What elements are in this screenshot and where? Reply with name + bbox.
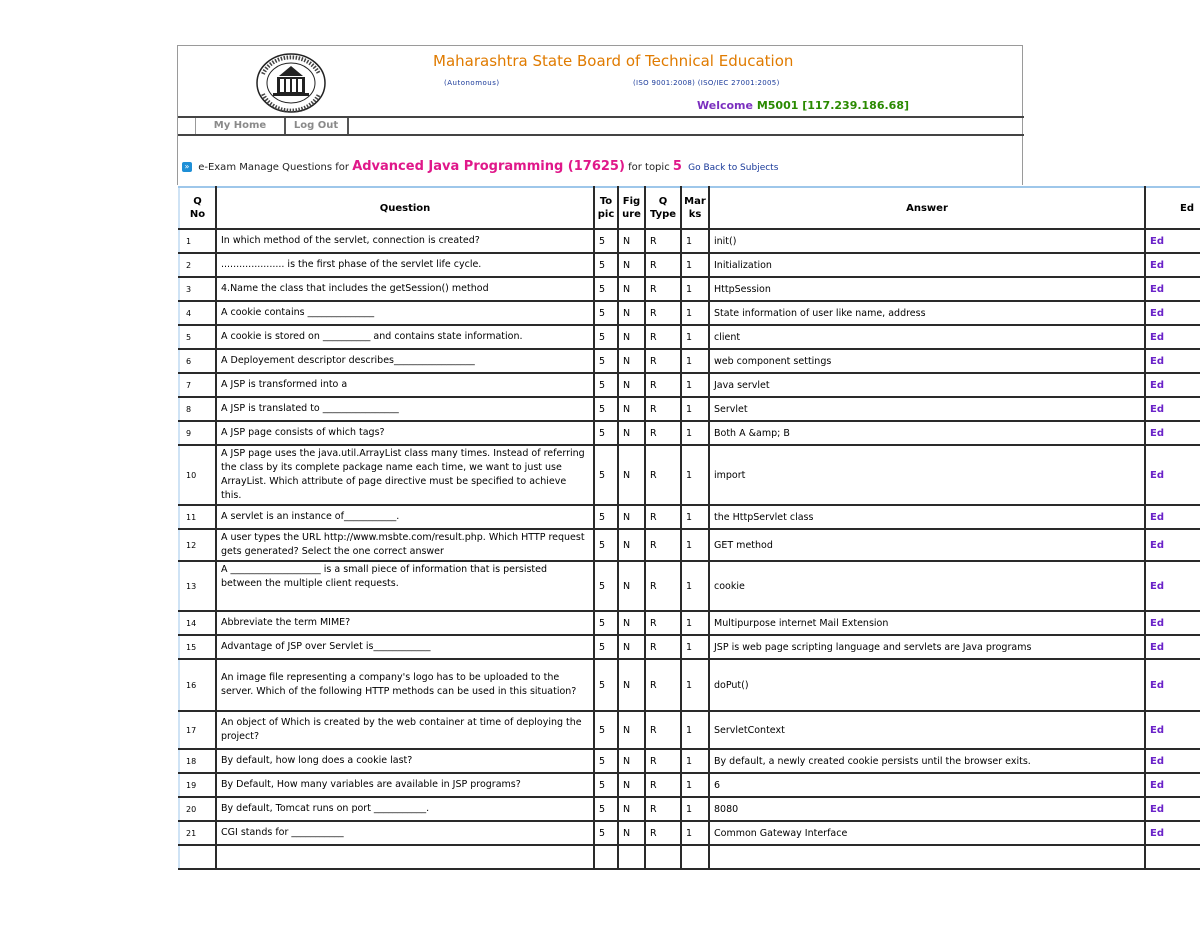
- marks-cell: 1: [681, 277, 709, 301]
- figure-cell: N: [618, 821, 645, 845]
- table-row: [179, 301, 1200, 325]
- figure-cell: N: [618, 711, 645, 749]
- log-out-button[interactable]: Log Out: [285, 118, 349, 134]
- question-cell: A cookie contains ______________: [216, 301, 594, 325]
- qno-cell: 19: [179, 773, 216, 797]
- topic-cell: 5: [594, 325, 618, 349]
- question-cell: A JSP is transformed into a: [216, 373, 594, 397]
- qtype-cell: R: [645, 773, 681, 797]
- header-line: Question: [379, 202, 431, 214]
- table-row: [179, 659, 1200, 711]
- edit-link[interactable]: Ed: [1145, 529, 1200, 561]
- answer-cell: 6: [709, 773, 1145, 797]
- col-edit-header: [1145, 187, 1200, 229]
- answer-cell: doPut(): [709, 659, 1145, 711]
- empty-cell: [681, 845, 709, 869]
- empty-cell: [1145, 845, 1200, 869]
- edit-link[interactable]: Ed: [1145, 749, 1200, 773]
- marks-cell: 1: [681, 445, 709, 505]
- question-cell: 4.Name the class that includes the getSession() method: [216, 277, 594, 301]
- question-cell: A JSP page consists of which tags?: [216, 421, 594, 445]
- marks-cell: 1: [681, 561, 709, 611]
- topic-cell: 5: [594, 229, 618, 253]
- marks-cell: 1: [681, 229, 709, 253]
- edit-link[interactable]: Ed: [1145, 253, 1200, 277]
- qno-cell: 20: [179, 797, 216, 821]
- qtype-cell: R: [645, 711, 681, 749]
- qtype-cell: R: [645, 397, 681, 421]
- qtype-cell: R: [645, 325, 681, 349]
- header-line: Q: [193, 196, 202, 207]
- topic-cell: 5: [594, 749, 618, 773]
- qno-cell: 3: [179, 277, 216, 301]
- marks-cell: 1: [681, 711, 709, 749]
- go-back-link[interactable]: Go Back to Subjects: [688, 163, 779, 173]
- table-body: [179, 229, 1200, 869]
- empty-cell: [594, 845, 618, 869]
- answer-cell: web component settings: [709, 349, 1145, 373]
- col-topic-header: [594, 187, 618, 229]
- qno-cell: 8: [179, 397, 216, 421]
- topic-number: 5: [672, 159, 682, 174]
- qtype-cell: R: [645, 349, 681, 373]
- welcome-user: M5001 [117.239.186.68]: [756, 99, 910, 112]
- header-line: pic: [597, 209, 615, 220]
- marks-cell: 1: [681, 325, 709, 349]
- edit-link[interactable]: Ed: [1145, 505, 1200, 529]
- welcome-text: [697, 99, 909, 112]
- table-row: [179, 373, 1200, 397]
- iso-label: (ISO 9001:2008) (ISO/IEC 27001:2005): [633, 79, 780, 87]
- topic-cell: 5: [594, 821, 618, 845]
- topic-cell: 5: [594, 301, 618, 325]
- figure-cell: N: [618, 749, 645, 773]
- table-row: [179, 529, 1200, 561]
- qno-cell: 6: [179, 349, 216, 373]
- qtype-cell: R: [645, 229, 681, 253]
- table-row: [179, 611, 1200, 635]
- figure-cell: N: [618, 561, 645, 611]
- figure-cell: N: [618, 397, 645, 421]
- header-line: ks: [688, 209, 702, 220]
- marks-cell: 1: [681, 797, 709, 821]
- figure-cell: N: [618, 373, 645, 397]
- arrow-icon: »: [182, 162, 192, 172]
- qtype-cell: R: [645, 253, 681, 277]
- topic-cell: 5: [594, 277, 618, 301]
- answer-cell: Java servlet: [709, 373, 1145, 397]
- empty-cell: [709, 845, 1145, 869]
- col-qtype-header: [645, 187, 681, 229]
- qno-cell: 12: [179, 529, 216, 561]
- figure-cell: N: [618, 229, 645, 253]
- question-cell: By default, Tomcat runs on port ___________.: [216, 797, 594, 821]
- question-cell: A JSP page uses the java.util.ArrayList class many times. Instead of referring the class by its complete package name each time, we want to just use ArrayList. Which attribute of page directive must be specified to achieve this.: [216, 445, 594, 505]
- qno-cell: 17: [179, 711, 216, 749]
- table-row: [179, 797, 1200, 821]
- edit-link[interactable]: Ed: [1145, 349, 1200, 373]
- topic-cell: 5: [594, 397, 618, 421]
- table-row: [179, 421, 1200, 445]
- marks-cell: 1: [681, 659, 709, 711]
- answer-cell: Initialization: [709, 253, 1145, 277]
- question-cell: A servlet is an instance of___________.: [216, 505, 594, 529]
- header-line: To: [599, 196, 613, 207]
- answer-cell: Both A &amp; B: [709, 421, 1145, 445]
- topic-cell: 5: [594, 349, 618, 373]
- qtype-cell: R: [645, 445, 681, 505]
- col-marks-header: [681, 187, 709, 229]
- edit-link[interactable]: Ed: [1145, 821, 1200, 845]
- marks-cell: 1: [681, 635, 709, 659]
- header-line: No: [189, 209, 206, 220]
- topic-cell: 5: [594, 611, 618, 635]
- table-row: [179, 635, 1200, 659]
- header-line: Fig: [622, 196, 641, 207]
- subject-name: Advanced Java Programming (17625): [352, 159, 625, 174]
- answer-cell: Servlet: [709, 397, 1145, 421]
- edit-link[interactable]: Ed: [1145, 301, 1200, 325]
- qno-cell: 2: [179, 253, 216, 277]
- qtype-cell: R: [645, 529, 681, 561]
- qno-cell: 7: [179, 373, 216, 397]
- edit-link[interactable]: Ed: [1145, 445, 1200, 505]
- table-row: [179, 253, 1200, 277]
- qno-cell: 4: [179, 301, 216, 325]
- header-line: Mar: [684, 196, 706, 207]
- figure-cell: N: [618, 529, 645, 561]
- question-cell: An image file representing a company's logo has to be uploaded to the server. Which of the following HTTP methods can be used in this situation?: [216, 659, 594, 711]
- empty-cell: [645, 845, 681, 869]
- question-cell: A cookie is stored on __________ and contains state information.: [216, 325, 594, 349]
- table-row: [179, 325, 1200, 349]
- question-cell: By default, how long does a cookie last?: [216, 749, 594, 773]
- question-cell: ..................... is the first phase of the servlet life cycle.: [216, 253, 594, 277]
- answer-cell: the HttpServlet class: [709, 505, 1145, 529]
- question-cell: By Default, How many variables are available in JSP programs?: [216, 773, 594, 797]
- topic-cell: 5: [594, 373, 618, 397]
- qtype-cell: R: [645, 611, 681, 635]
- qtype-cell: R: [645, 505, 681, 529]
- questions-table: [178, 186, 1200, 870]
- figure-cell: N: [618, 301, 645, 325]
- marks-cell: 1: [681, 821, 709, 845]
- qtype-cell: R: [645, 749, 681, 773]
- qtype-cell: R: [645, 561, 681, 611]
- col-qno-header: [179, 187, 216, 229]
- marks-cell: 1: [681, 529, 709, 561]
- edit-link[interactable]: Ed: [1145, 277, 1200, 301]
- board-title: Maharashtra State Board of Technical Education: [433, 52, 794, 70]
- edit-link[interactable]: Ed: [1145, 773, 1200, 797]
- marks-cell: 1: [681, 421, 709, 445]
- qno-cell: 11: [179, 505, 216, 529]
- subline-prefix: e-Exam Manage Questions for: [198, 162, 349, 173]
- edit-link[interactable]: Ed: [1145, 229, 1200, 253]
- figure-cell: N: [618, 277, 645, 301]
- empty-cell: [618, 845, 645, 869]
- figure-cell: N: [618, 635, 645, 659]
- table-row: [179, 773, 1200, 797]
- topic-cell: 5: [594, 505, 618, 529]
- qno-cell: 1: [179, 229, 216, 253]
- edit-link[interactable]: Ed: [1145, 561, 1200, 611]
- marks-cell: 1: [681, 397, 709, 421]
- figure-cell: N: [618, 797, 645, 821]
- topic-cell: 5: [594, 445, 618, 505]
- question-cell: In which method of the servlet, connection is created?: [216, 229, 594, 253]
- msbte-logo: [255, 52, 327, 114]
- for-topic-label: for topic: [628, 162, 670, 173]
- qno-cell: 16: [179, 659, 216, 711]
- topic-cell: 5: [594, 773, 618, 797]
- marks-cell: 1: [681, 611, 709, 635]
- figure-cell: N: [618, 505, 645, 529]
- qtype-cell: R: [645, 301, 681, 325]
- qno-cell: 21: [179, 821, 216, 845]
- edit-link[interactable]: Ed: [1145, 325, 1200, 349]
- header-line: Answer: [906, 202, 948, 214]
- empty-cell: [179, 845, 216, 869]
- figure-cell: N: [618, 421, 645, 445]
- qtype-cell: R: [645, 635, 681, 659]
- menu-bar: [178, 116, 1024, 136]
- answer-cell: 8080: [709, 797, 1145, 821]
- manage-questions-line: [182, 159, 778, 174]
- question-cell: A ___________________ is a small piece of information that is persisted between the multiple client requests.: [216, 561, 594, 611]
- header-line: Ed: [1180, 202, 1194, 214]
- table-row: [179, 277, 1200, 301]
- answer-cell: By default, a newly created cookie persists until the browser exits.: [709, 749, 1145, 773]
- topic-cell: 5: [594, 421, 618, 445]
- table-row: [179, 561, 1200, 611]
- col-figure-header: [618, 187, 645, 229]
- qtype-cell: R: [645, 821, 681, 845]
- topic-cell: 5: [594, 561, 618, 611]
- qtype-cell: R: [645, 277, 681, 301]
- answer-cell: GET method: [709, 529, 1145, 561]
- answer-cell: Common Gateway Interface: [709, 821, 1145, 845]
- marks-cell: 1: [681, 505, 709, 529]
- answer-cell: client: [709, 325, 1145, 349]
- questions-table-wrap: [178, 186, 1200, 927]
- answer-cell: Multipurpose internet Mail Extension: [709, 611, 1145, 635]
- table-row: [179, 845, 1200, 869]
- question-cell: A JSP is translated to ________________: [216, 397, 594, 421]
- edit-link[interactable]: Ed: [1145, 659, 1200, 711]
- edit-link[interactable]: Ed: [1145, 611, 1200, 635]
- qno-cell: 9: [179, 421, 216, 445]
- topic-cell: 5: [594, 253, 618, 277]
- edit-link[interactable]: Ed: [1145, 711, 1200, 749]
- table-row: [179, 445, 1200, 505]
- figure-cell: N: [618, 349, 645, 373]
- marks-cell: 1: [681, 349, 709, 373]
- figure-cell: N: [618, 773, 645, 797]
- topic-cell: 5: [594, 529, 618, 561]
- marks-cell: 1: [681, 773, 709, 797]
- qno-cell: 14: [179, 611, 216, 635]
- question-cell: An object of Which is created by the web container at time of deploying the project?: [216, 711, 594, 749]
- qno-cell: 13: [179, 561, 216, 611]
- answer-cell: ServletContext: [709, 711, 1145, 749]
- topic-cell: 5: [594, 797, 618, 821]
- answer-cell: State information of user like name, address: [709, 301, 1145, 325]
- header-line: ure: [622, 209, 641, 220]
- welcome-prefix: Welcome: [697, 99, 753, 112]
- header-line: Type: [649, 209, 677, 220]
- answer-cell: cookie: [709, 561, 1145, 611]
- answer-cell: init(): [709, 229, 1145, 253]
- answer-cell: import: [709, 445, 1145, 505]
- question-cell: A user types the URL http://www.msbte.com/result.php. Which HTTP request gets generated? Select the one correct answer: [216, 529, 594, 561]
- qtype-cell: R: [645, 797, 681, 821]
- figure-cell: N: [618, 253, 645, 277]
- figure-cell: N: [618, 325, 645, 349]
- answer-cell: HttpSession: [709, 277, 1145, 301]
- autonomous-label: (Autonomous): [444, 79, 500, 87]
- qtype-cell: R: [645, 421, 681, 445]
- question-cell: Abbreviate the term MIME?: [216, 611, 594, 635]
- marks-cell: 1: [681, 301, 709, 325]
- marks-cell: 1: [681, 253, 709, 277]
- marks-cell: 1: [681, 749, 709, 773]
- table-row: [179, 397, 1200, 421]
- table-row: [179, 749, 1200, 773]
- answer-cell: JSP is web page scripting language and servlets are Java programs: [709, 635, 1145, 659]
- figure-cell: N: [618, 611, 645, 635]
- qtype-cell: R: [645, 373, 681, 397]
- question-cell: A Deployement descriptor describes_________________: [216, 349, 594, 373]
- edit-link[interactable]: Ed: [1145, 397, 1200, 421]
- qno-cell: 15: [179, 635, 216, 659]
- col-answer-header: [709, 187, 1145, 229]
- table-row: [179, 349, 1200, 373]
- figure-cell: N: [618, 445, 645, 505]
- table-row: [179, 505, 1200, 529]
- table-header-row: [179, 187, 1200, 229]
- topic-cell: 5: [594, 711, 618, 749]
- empty-cell: [216, 845, 594, 869]
- qno-cell: 5: [179, 325, 216, 349]
- question-cell: Advantage of JSP over Servlet is____________: [216, 635, 594, 659]
- col-question-header: [216, 187, 594, 229]
- qno-cell: 10: [179, 445, 216, 505]
- topic-cell: 5: [594, 659, 618, 711]
- qtype-cell: R: [645, 659, 681, 711]
- table-row: [179, 229, 1200, 253]
- table-row: [179, 821, 1200, 845]
- header-line: Q: [658, 196, 668, 207]
- qno-cell: 18: [179, 749, 216, 773]
- table-row: [179, 711, 1200, 749]
- edit-link[interactable]: Ed: [1145, 635, 1200, 659]
- edit-link[interactable]: Ed: [1145, 373, 1200, 397]
- figure-cell: N: [618, 659, 645, 711]
- question-cell: CGI stands for ___________: [216, 821, 594, 845]
- edit-link[interactable]: Ed: [1145, 421, 1200, 445]
- edit-link[interactable]: Ed: [1145, 797, 1200, 821]
- marks-cell: 1: [681, 373, 709, 397]
- my-home-button[interactable]: My Home: [195, 118, 286, 134]
- topic-cell: 5: [594, 635, 618, 659]
